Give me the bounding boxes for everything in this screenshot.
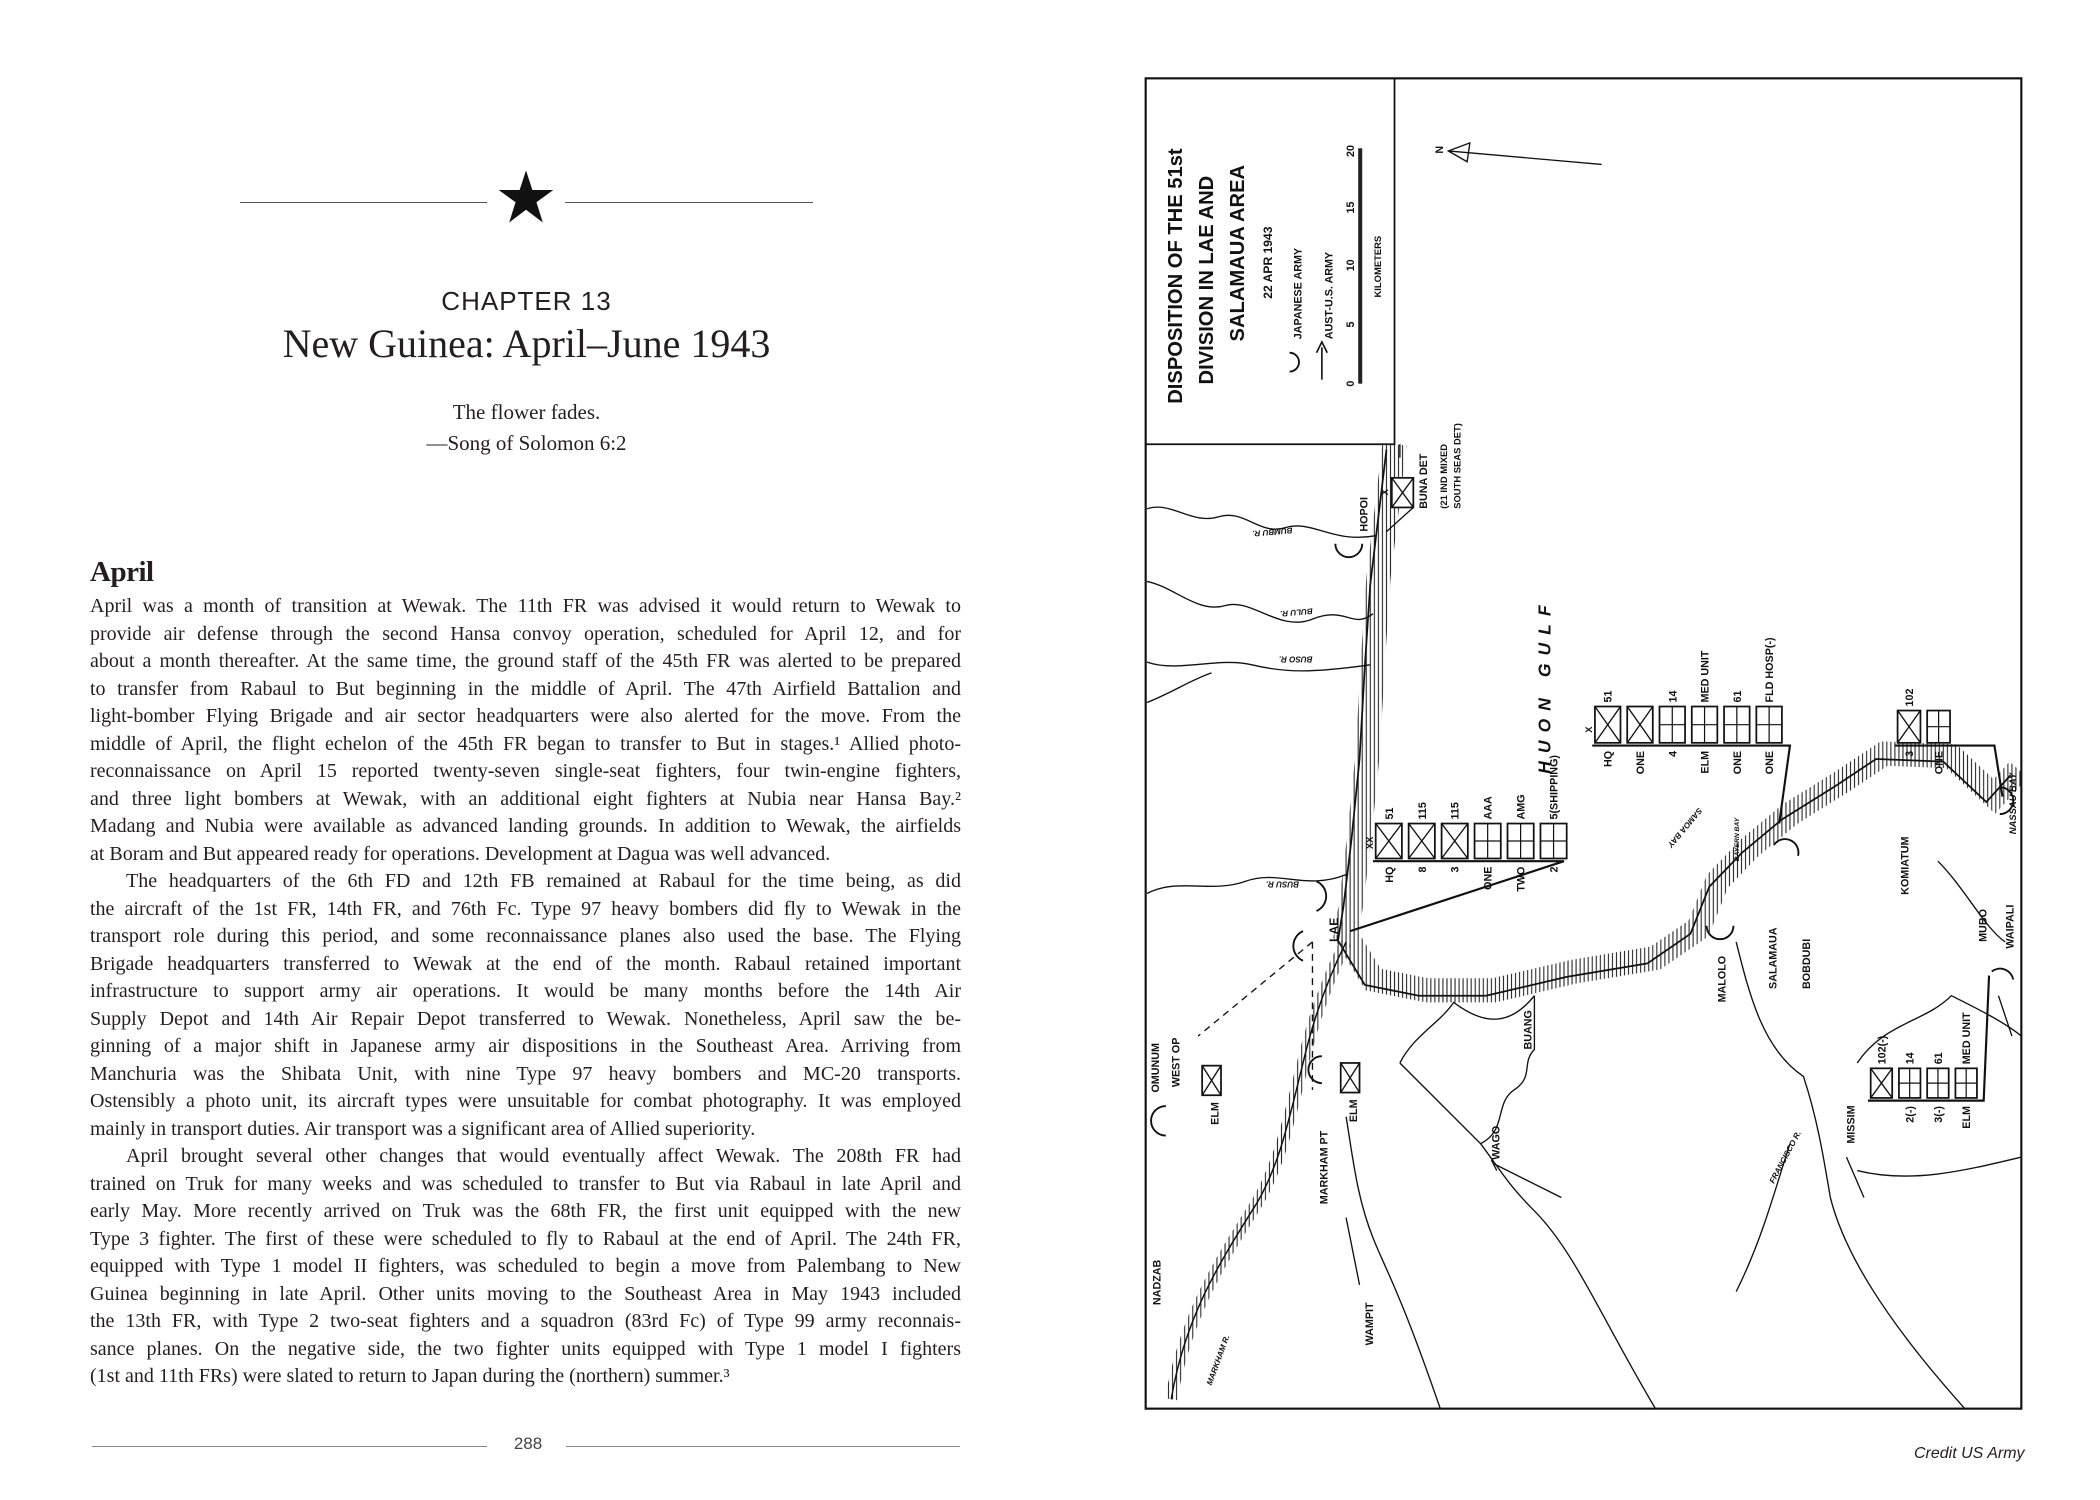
unit-label-bottom: ELM bbox=[1699, 750, 1712, 774]
label-bobdubi: BOBDUBI bbox=[1801, 938, 1814, 989]
elm-label: ELM bbox=[1209, 1102, 1222, 1125]
chapter-label: CHAPTER 13 bbox=[441, 286, 612, 316]
unit-label-top: 51 bbox=[1602, 690, 1615, 703]
map-credit: Credit US Army bbox=[1914, 1445, 2025, 1462]
label-markham-r: MARKHAM R. bbox=[1205, 1333, 1232, 1387]
body-line: Ostensibly a photo unit, its aircraft types were unsuitable for combat photography. It was employed bbox=[90, 1090, 961, 1112]
legend-title-line-3: SALAMAUA AREA bbox=[1226, 164, 1249, 342]
unit-label-bottom: ONE bbox=[1635, 750, 1648, 775]
label-waipali: WAIPALI bbox=[2004, 904, 2017, 949]
unit-label-top: 14 bbox=[1904, 1052, 1917, 1065]
unit-label-top: AAA bbox=[1482, 796, 1495, 820]
buna-det-echelon: X bbox=[1378, 489, 1390, 496]
unit-label-bottom: ONE bbox=[1731, 750, 1744, 775]
body-line: at Boram and But appeared ready for operations. Development at Dagua was well advanced. bbox=[90, 842, 831, 865]
body-line: and three light bombers at Wewak, with an additional eight fighters at Nubia near Hansa Bay.² bbox=[90, 787, 961, 810]
unit-label-top: FLD HOSP(-) bbox=[1764, 637, 1777, 703]
label-hopoi: HOPOI bbox=[1358, 496, 1371, 532]
body-line: Type 3 fighter. The first of these were scheduled to fly to Rabaul at the end of April. The 24th FR, bbox=[90, 1227, 961, 1250]
label-bumbu-r: BUMBU R. bbox=[1251, 525, 1293, 539]
body-line: the 13th FR, with Type 2 two-seat fighters and a squadron (83rd Fc) of Type 99 army reconnais- bbox=[90, 1310, 961, 1332]
page-number: 288 bbox=[513, 1434, 543, 1453]
unit-label-bottom: 8 bbox=[1416, 866, 1429, 873]
label-komiatum: KOMIATUM bbox=[1899, 836, 1912, 895]
epigraph-source: —Song of Solomon 6:2 bbox=[426, 431, 627, 455]
label-lae: LAE bbox=[1327, 917, 1342, 942]
scale-tick: 0 bbox=[1345, 380, 1358, 387]
epigraph-quote: The flower fades. bbox=[452, 400, 601, 424]
unit-echelon: X bbox=[1583, 726, 1595, 733]
label-bulu-r: BULU R. bbox=[1279, 606, 1314, 619]
body-line: mainly in transport duties. Air transport was a significant area of Allied superiority. bbox=[90, 1117, 756, 1140]
footer-rule-right bbox=[566, 1446, 960, 1447]
label-omunum: OMUNUM bbox=[1150, 1042, 1163, 1093]
section-heading: April bbox=[90, 556, 154, 588]
body-line: about a month thereafter. At the same time, the ground staff of the 45th FR was alerted to be prepared bbox=[90, 650, 961, 672]
unit-label-top: 115 bbox=[1416, 802, 1429, 820]
label-wampit: WAMPIT bbox=[1363, 1302, 1376, 1346]
body-line: equipped with Type 1 model II fighters, was scheduled to begin a move from Palembang to New bbox=[90, 1255, 961, 1277]
body-line: April brought several other changes that would eventually affect Wewak. The 208th FR had bbox=[126, 1145, 961, 1167]
body-line: Guinea beginning in late April. Other units moving to the Southeast Area in May 1943 included bbox=[90, 1282, 961, 1305]
unit-label-top: 115 bbox=[1449, 802, 1462, 820]
unit-label-bottom: ONE bbox=[1764, 750, 1777, 775]
map-figure bbox=[1144, 77, 2023, 1410]
body-line: middle of April, the flight echelon of the 45th FR began to transfer to But in stages.¹ Allied photo- bbox=[90, 732, 961, 755]
body-line: light-bomber Flying Brigade and air sector headquarters were also alerted for the move. From the bbox=[90, 705, 961, 727]
label-buang: BUANG bbox=[1522, 1010, 1535, 1050]
label-huon-gulf: HUON GULF bbox=[1534, 597, 1555, 774]
scale-tick: 10 bbox=[1345, 259, 1358, 272]
footer-rule-left bbox=[92, 1446, 487, 1447]
body-line: provide air defense through the second Hansa convoy operation, scheduled for April 12, and for bbox=[90, 622, 961, 645]
legend-title-line-2: DIVISION IN LAE AND bbox=[1195, 175, 1218, 385]
body-line: reconnaissance on April 15 reported twenty-seven single-seat fighters, four twin-engine fighters, bbox=[90, 760, 961, 782]
unit-label-top: 61 bbox=[1731, 690, 1744, 703]
unit-label-bottom: 3 bbox=[1449, 866, 1462, 873]
label-wago: WAGO bbox=[1490, 1125, 1503, 1160]
legend-allied-army: AUST-U.S. ARMY bbox=[1323, 251, 1336, 340]
body-line: Brigade headquarters transferred to Wewak at the end of the month. Rabaul retained important bbox=[90, 952, 961, 975]
scale-tick: 5 bbox=[1345, 321, 1358, 328]
unit-label-bottom: 3(-) bbox=[1932, 1106, 1945, 1123]
north-label: N bbox=[1433, 145, 1446, 154]
unit-label-bottom: ELM bbox=[1961, 1106, 1974, 1129]
unit-label-top: 102(-) bbox=[1876, 1035, 1889, 1065]
unit-label-bottom: 2 bbox=[1548, 866, 1561, 873]
ornament-rule-left bbox=[240, 202, 487, 203]
unit-label-top: 61 bbox=[1932, 1052, 1945, 1065]
legend-title-line-1: DISPOSITION OF THE 51st bbox=[1164, 148, 1187, 404]
label-samoa-bay: SAMOA BAY bbox=[1665, 806, 1704, 849]
unit-label-top: 14 bbox=[1667, 690, 1680, 703]
elm-label: ELM bbox=[1347, 1099, 1360, 1123]
label-mubo: MUBO bbox=[1977, 909, 1990, 942]
buna-det-sub-2: SOUTH SEAS DET) bbox=[1451, 423, 1463, 509]
scale-unit: KILOMETERS bbox=[1372, 235, 1384, 298]
unit-label-top: MED UNIT bbox=[1699, 650, 1712, 703]
unit-label-top: 51 bbox=[1383, 807, 1396, 820]
unit-label-bottom: ONE bbox=[1482, 866, 1495, 890]
label-buso-r: BUSO R. bbox=[1278, 654, 1313, 664]
unit-label-top: MED UNIT bbox=[1961, 1012, 1974, 1065]
scale-bar bbox=[1358, 148, 1362, 383]
legend-date: 22 APR 1943 bbox=[1261, 226, 1276, 299]
unit-echelon: XX bbox=[1363, 836, 1375, 850]
body-line: April was a month of transition at Wewak. The 11th FR was advised it would return to Wewak to bbox=[90, 595, 961, 617]
unit-label-bottom: 3 bbox=[1904, 750, 1917, 757]
body-line: early May. More recently arrived on Truk was the 68th FR, the first unit equipped with the new bbox=[90, 1200, 961, 1222]
body-line: to transfer from Rabaul to But beginning in the middle of April. The 47th Airfield Battalion and bbox=[90, 677, 961, 700]
body-line: Manchuria was the Shibata Unit, with nine Type 97 heavy bombers and MC-20 transports. bbox=[90, 1062, 961, 1085]
star-icon bbox=[497, 168, 555, 226]
label-markham-pt: MARKHAM PT bbox=[1318, 1130, 1331, 1205]
label-bayern-bay: BAYERN BAY bbox=[1733, 817, 1741, 862]
body-line: transport role during this period, and some reconnaissance planes also used the base. The Flying bbox=[90, 925, 961, 947]
scale-tick: 20 bbox=[1345, 144, 1358, 157]
unit-label-bottom: HQ bbox=[1383, 866, 1396, 883]
body-line: sance planes. On the negative side, the two fighter units equipped with Type 1 model I fighters bbox=[90, 1337, 961, 1360]
body-line: the aircraft of the 1st FR, 14th FR, and 76th Fc. Type 97 heavy bombers did fly to Wewak in the bbox=[90, 897, 961, 920]
label-nadzab: NADZAB bbox=[1151, 1259, 1164, 1306]
unit-label-bottom: 4 bbox=[1667, 750, 1680, 757]
unit-label-top: 102 bbox=[1904, 688, 1917, 707]
unit-label-bottom: ONE bbox=[1933, 750, 1946, 775]
body-line: ginning of a major shift in Japanese army air dispositions in the Southeast Area. Arriving from bbox=[90, 1035, 961, 1057]
body-line: trained on Truk for many weeks and was scheduled to transfer to But via Rabaul in late April and bbox=[90, 1172, 961, 1195]
body-line: (1st and 11th FRs) were slated to return to Japan during the (northern) summer.³ bbox=[90, 1365, 730, 1387]
unit-label-top: 5(SHIPPING) bbox=[1548, 754, 1561, 820]
body-line: Madang and Nubia were available as advanced landing grounds. In addition to Wewak, the airfields bbox=[90, 815, 961, 837]
unit-label-top: AMG bbox=[1515, 794, 1528, 820]
label-west-op: WEST OP bbox=[1170, 1037, 1183, 1088]
scale-tick: 15 bbox=[1345, 201, 1358, 214]
body-line: The headquarters of the 6th FD and 12th FB remained at Rabaul for the time being, as did bbox=[126, 870, 961, 892]
label-nassau-bay: NASSAU BAY bbox=[2006, 772, 2018, 835]
buna-det-label: BUNA DET bbox=[1417, 453, 1430, 509]
body-text bbox=[90, 593, 961, 1391]
legend-japanese-army: JAPANESE ARMY bbox=[1292, 247, 1305, 340]
label-missim: MISSIM bbox=[1845, 1105, 1858, 1144]
ornament-rule-right bbox=[565, 202, 813, 203]
unit-label-bottom: 2(-) bbox=[1904, 1106, 1917, 1123]
label-busu-r: BUSU R. bbox=[1265, 879, 1300, 889]
label-malolo: MALOLO bbox=[1716, 955, 1729, 1003]
unit-label-bottom: HQ bbox=[1602, 750, 1615, 768]
body-line: infrastructure to support army air operations. It would be many months before the 14th Air bbox=[90, 980, 961, 1002]
body-line: Supply Depot and 14th Air Repair Depot transferred to Wewak. Nonetheless, April saw the be- bbox=[90, 1007, 961, 1030]
label-francisco-r: FRANCISCO R. bbox=[1767, 1129, 1803, 1185]
label-salamaua: SALAMAUA bbox=[1767, 927, 1780, 989]
chapter-title: New Guinea: April–June 1943 bbox=[282, 321, 771, 366]
buna-det-sub-1: (21 IND MIXED bbox=[1437, 443, 1449, 509]
unit-label-bottom: TWO bbox=[1515, 866, 1528, 892]
